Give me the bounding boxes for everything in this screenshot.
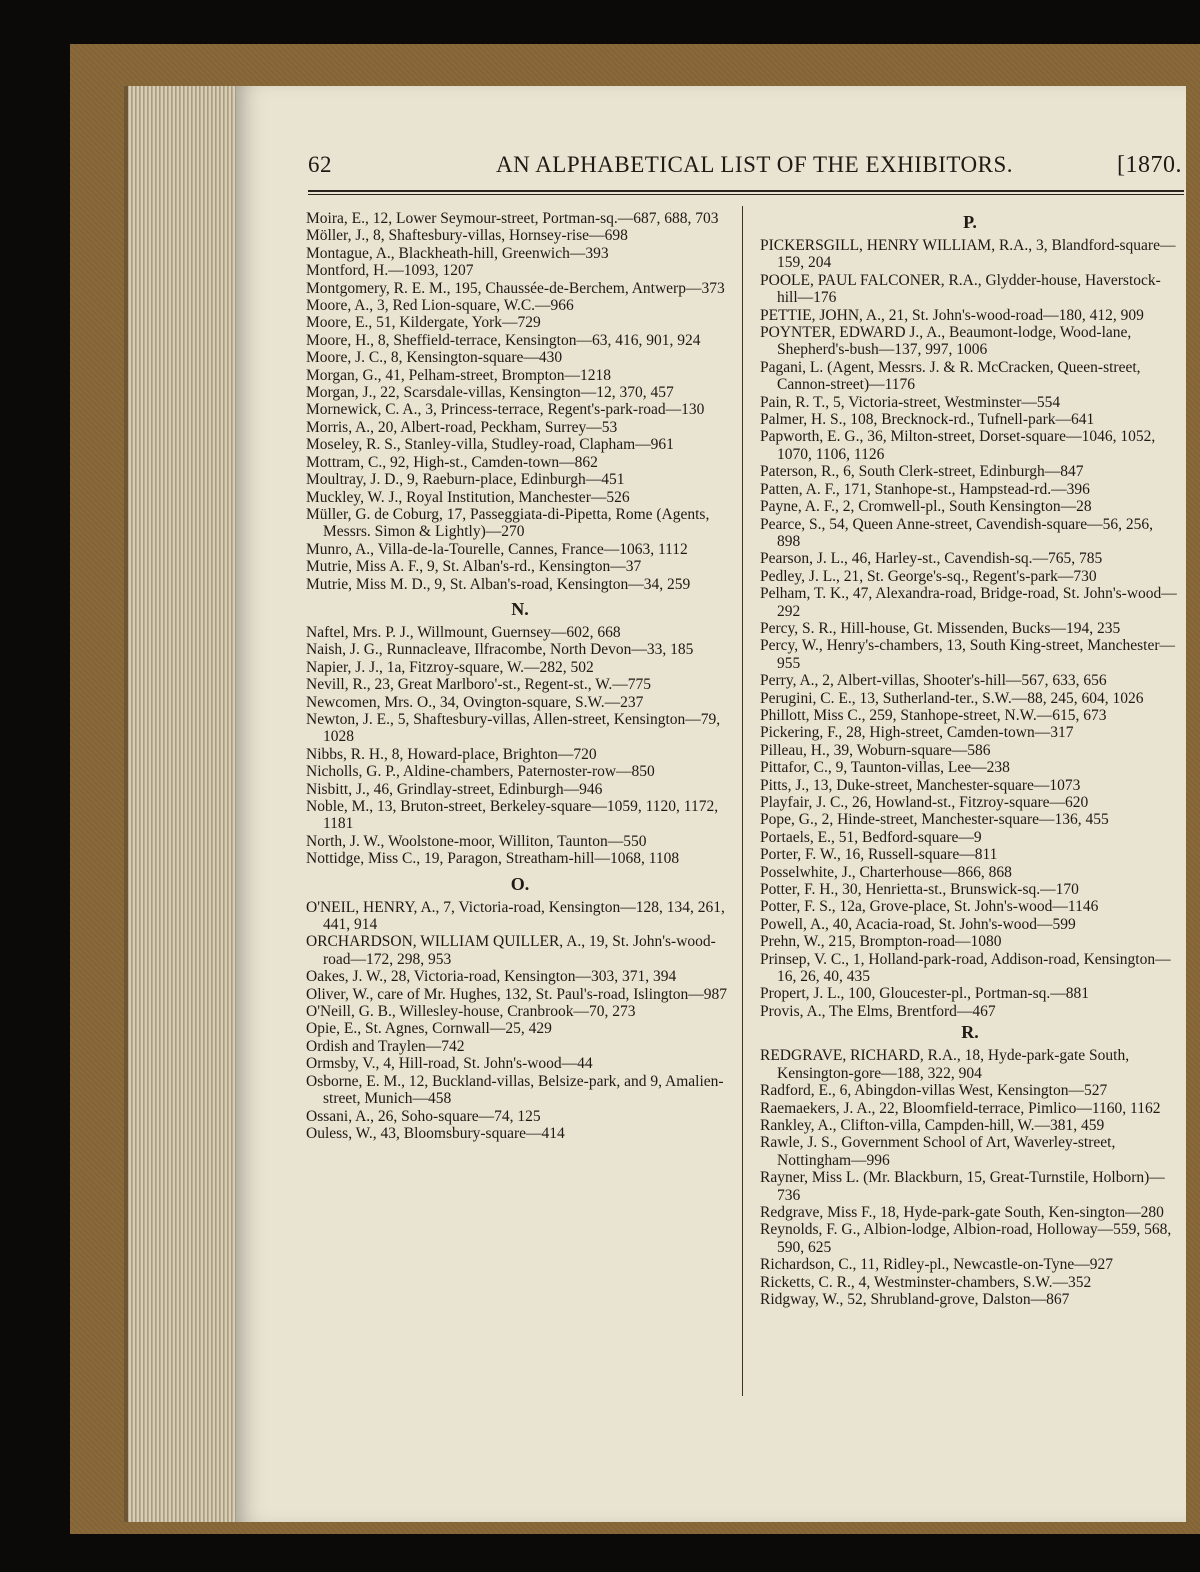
exhibitor-entry: Newton, J. E., 5, Shaftesbury-villas, Allen-street, Kensington—79, 1028 bbox=[306, 710, 721, 746]
exhibitor-entry: Nicholls, G. P., Aldine-chambers, Paternoster-row—850 bbox=[306, 763, 655, 781]
exhibitor-entry: Raemaekers, J. A., 22, Bloomfield-terrace, Pimlico—1160, 1162 bbox=[760, 1099, 1161, 1117]
page-title: AN ALPHABETICAL LIST OF THE EXHIBITORS. bbox=[496, 152, 1013, 177]
exhibitor-entry: Powell, A., 40, Acacia-road, St. John's-wood—599 bbox=[760, 915, 1076, 933]
exhibitor-entry: Ricketts, C. R., 4, Westminster-chambers, S.W.—352 bbox=[760, 1273, 1092, 1291]
exhibitor-entry: Montague, A., Blackheath-hill, Greenwich—393 bbox=[306, 244, 609, 262]
exhibitor-entry: Mottram, C., 92, High-st., Camden-town—862 bbox=[306, 453, 598, 471]
exhibitor-entry: Moore, H., 8, Sheffield-terrace, Kensington—63, 416, 901, 924 bbox=[306, 331, 701, 349]
right-column bbox=[760, 210, 1180, 1308]
exhibitor-entry: Moira, E., 12, Lower Seymour-street, Portman-sq.—687, 688, 703 bbox=[306, 210, 719, 227]
exhibitor-entry: Rankley, A., Clifton-villa, Campden-hill, W.—381, 459 bbox=[760, 1116, 1105, 1134]
exhibitor-entry: Moore, J. C., 8, Kensington-square—430 bbox=[306, 349, 563, 367]
exhibitor-entry: Papworth, E. G., 36, Milton-street, Dorset-square—1046, 1052, 1070, 1106, 1126 bbox=[760, 428, 1156, 463]
exhibitor-entry: Phillott, Miss C., 259, Stanhope-street, N.W.—615, 673 bbox=[760, 706, 1107, 724]
exhibitor-entry: Napier, J. J., 1a, Fitzroy-square, W.—282, 502 bbox=[306, 658, 594, 676]
exhibitor-entry: POOLE, PAUL FALCONER, R.A., Glydder-house, Haverstock-hill—176 bbox=[760, 271, 1161, 307]
exhibitor-entry: Ouless, W., 43, Bloomsbury-square—414 bbox=[306, 1124, 565, 1142]
section-letter: R. bbox=[961, 1022, 979, 1043]
exhibitor-entry: Payne, A. F., 2, Cromwell-pl., South Kensington—28 bbox=[760, 498, 1092, 516]
page-edges bbox=[124, 86, 240, 1522]
exhibitor-entry: Moseley, R. S., Stanley-villa, Studley-road, Clapham—961 bbox=[306, 436, 674, 454]
exhibitor-entry: Ordish and Traylen—742 bbox=[306, 1037, 465, 1055]
exhibitor-entry: Morgan, G., 41, Pelham-street, Brompton—1218 bbox=[306, 366, 611, 384]
exhibitor-entry: O'Neill, G. B., Willesley-house, Cranbrook—70, 273 bbox=[306, 1003, 636, 1021]
exhibitor-entry: POYNTER, EDWARD J., A., Beaumont-lodge, Wood-lane, Shepherd's-bush—137, 997, 1006 bbox=[760, 324, 1132, 359]
exhibitor-entry: Percy, S. R., Hill-house, Gt. Missenden, Bucks—194, 235 bbox=[760, 619, 1121, 637]
exhibitor-entry: Nibbs, R. H., 8, Howard-place, Brighton—720 bbox=[306, 745, 597, 763]
exhibitor-entry: Opie, E., St. Agnes, Cornwall—25, 429 bbox=[306, 1020, 552, 1038]
exhibitor-entry: Nevill, R., 23, Great Marlboro'-st., Regent-st., W.—775 bbox=[306, 676, 652, 694]
exhibitor-entry: Moultray, J. D., 9, Raeburn-place, Edinburgh—451 bbox=[306, 471, 625, 489]
exhibitor-entry: PICKERSGILL, HENRY WILLIAM, R.A., 3, Blandford-square—159, 204 bbox=[760, 237, 1176, 272]
exhibitor-entry: Möller, J., 8, Shaftesbury-villas, Hornsey-rise—698 bbox=[306, 227, 628, 245]
exhibitor-entry: Potter, F. S., 12a, Grove-place, St. John's-wood—1146 bbox=[760, 898, 1099, 916]
exhibitor-entry: Pain, R. T., 5, Victoria-street, Westminster—554 bbox=[760, 393, 1061, 411]
exhibitor-entry: Naish, J. G., Runnacleave, Ilfracombe, North Devon—33, 185 bbox=[306, 641, 694, 659]
exhibitor-entry: Montford, H.—1093, 1207 bbox=[306, 262, 474, 280]
exhibitor-entry: Pelham, T. K., 47, Alexandra-road, Bridge-road, St. John's-wood—292 bbox=[760, 585, 1177, 620]
exhibitor-entry: Playfair, J. C., 26, Howland-st., Fitzroy-square—620 bbox=[760, 794, 1089, 811]
exhibitor-entry: Muckley, W. J., Royal Institution, Manchester—526 bbox=[306, 488, 630, 506]
exhibitor-entry: Rawle, J. S., Government School of Art, Waverley-street, Nottingham—996 bbox=[760, 1134, 1116, 1169]
exhibitor-entry: Mornewick, C. A., 3, Princess-terrace, Regent's-park-road—130 bbox=[306, 401, 705, 419]
exhibitor-entry: Oakes, J. W., 28, Victoria-road, Kensington—303, 371, 394 bbox=[306, 968, 677, 986]
exhibitor-entry: Percy, W., Henry's-chambers, 13, South King-street, Manchester—955 bbox=[760, 637, 1176, 672]
exhibitor-entry: Pilleau, H., 39, Woburn-square—586 bbox=[760, 741, 991, 759]
exhibitor-entry: Reynolds, F. G., Albion-lodge, Albion-road, Holloway—559, 568, 590, 625 bbox=[760, 1221, 1172, 1256]
exhibitor-entry: Prehn, W., 215, Brompton-road—1080 bbox=[760, 933, 1002, 951]
exhibitor-entry: Pearce, S., 54, Queen Anne-street, Cavendish-square—56, 256, 898 bbox=[760, 515, 1153, 550]
page-number: 62 bbox=[308, 152, 332, 177]
exhibitor-entry: Provis, A., The Elms, Brentford—467 bbox=[760, 1002, 996, 1020]
exhibitor-entry: Ossani, A., 26, Soho-square—74, 125 bbox=[306, 1107, 541, 1125]
exhibitor-entry: O'NEIL, HENRY, A., 7, Victoria-road, Kensington—128, 134, 261, 441, 914 bbox=[306, 898, 725, 934]
exhibitor-entry: Posselwhite, J., Charterhouse—866, 868 bbox=[760, 863, 1012, 881]
header-rule-thin bbox=[308, 194, 1184, 195]
exhibitor-entry: Mutrie, Miss M. D., 9, St. Alban's-road, Kensington—34, 259 bbox=[306, 575, 691, 593]
exhibitor-entry: Paterson, R., 6, South Clerk-street, Edinburgh—847 bbox=[760, 463, 1084, 481]
exhibitor-entry: Osborne, E. M., 12, Buckland-villas, Belsize-park, and 9, Amalien-street, Munich—458 bbox=[306, 1072, 724, 1108]
exhibitor-entry: PETTIE, JOHN, A., 21, St. John's-wood-road—180, 412, 909 bbox=[760, 306, 1144, 324]
exhibitor-entry: Portaels, E., 51, Bedford-square—9 bbox=[760, 828, 982, 846]
exhibitor-entry: Propert, J. L., 100, Gloucester-pl., Portman-sq.—881 bbox=[760, 985, 1090, 1003]
left-column bbox=[306, 210, 734, 1142]
exhibitor-entry: Müller, G. de Coburg, 17, Passeggiata-di-Pipetta, Rome (Agents, Messrs. Simon & Lightly)—270 bbox=[306, 505, 710, 541]
exhibitor-entry: Pedley, J. L., 21, St. George's-sq., Regent's-park—730 bbox=[760, 567, 1097, 585]
exhibitor-entry: Richardson, C., 11, Ridley-pl., Newcastle-on-Tyne—927 bbox=[760, 1256, 1114, 1274]
book-page bbox=[236, 86, 1186, 1522]
section-letter: N. bbox=[511, 598, 529, 619]
exhibitor-entry: Moore, A., 3, Red Lion-square, W.C.—966 bbox=[306, 297, 574, 315]
exhibitor-entry: Pearson, J. L., 46, Harley-st., Cavendish-sq.—765, 785 bbox=[760, 550, 1103, 568]
exhibitor-entry: Moore, E., 51, Kildergate, York—729 bbox=[306, 314, 541, 332]
exhibitor-entry: Pittafor, C., 9, Taunton-villas, Lee—238 bbox=[760, 759, 1010, 777]
exhibitor-entry: Munro, A., Villa-de-la-Tourelle, Cannes, France—1063, 1112 bbox=[306, 540, 688, 558]
exhibitor-entry: Mutrie, Miss A. F., 9, St. Alban's-rd., Kensington—37 bbox=[306, 558, 642, 576]
exhibitor-entry: Rayner, Miss L. (Mr. Blackburn, 15, Great-Turnstile, Holborn)—736 bbox=[760, 1169, 1165, 1204]
running-header bbox=[308, 152, 1184, 192]
exhibitor-entry: Ridgway, W., 52, Shrubland-grove, Dalston—867 bbox=[760, 1290, 1070, 1308]
exhibitor-entry: Nisbitt, J., 46, Grindlay-street, Edinburgh—946 bbox=[306, 780, 603, 798]
exhibitor-entry: Naftel, Mrs. P. J., Willmount, Guernsey—602, 668 bbox=[306, 623, 621, 641]
section-letter: O. bbox=[510, 873, 530, 894]
exhibitor-entry: Patten, A. F., 171, Stanhope-st., Hampstead-rd.—396 bbox=[760, 480, 1090, 498]
exhibitor-entry: Ormsby, V., 4, Hill-road, St. John's-wood—44 bbox=[306, 1055, 593, 1073]
exhibitor-entry: Prinsep, V. C., 1, Holland-park-road, Addison-road, Kensington—16, 26, 40, 435 bbox=[760, 950, 1171, 986]
exhibitor-entry: Palmer, H. S., 108, Brecknock-rd., Tufnell-park—641 bbox=[760, 411, 1095, 429]
exhibitor-entry: Morgan, J., 22, Scarsdale-villas, Kensington—12, 370, 457 bbox=[306, 384, 674, 402]
year-marker: [1870. bbox=[1117, 152, 1182, 178]
exhibitor-entry: Perry, A., 2, Albert-villas, Shooter's-hill—567, 633, 656 bbox=[760, 672, 1107, 690]
exhibitor-entry: Pope, G., 2, Hinde-street, Manchester-square—136, 455 bbox=[760, 811, 1109, 829]
exhibitor-entry: Porter, F. W., 16, Russell-square—811 bbox=[760, 846, 998, 864]
exhibitor-entry: ORCHARDSON, WILLIAM QUILLER, A., 19, St. John's-wood-road—172, 298, 953 bbox=[306, 933, 716, 968]
exhibitor-entry: Montgomery, R. E. M., 195, Chaussée-de-Berchem, Antwerp—373 bbox=[306, 279, 725, 297]
exhibitor-entry: Redgrave, Miss F., 18, Hyde-park-gate South, Ken-sington—280 bbox=[760, 1203, 1164, 1221]
exhibitor-entry: Radford, E., 6, Abingdon-villas West, Kensington—527 bbox=[760, 1082, 1108, 1100]
section-letter: P. bbox=[963, 212, 977, 232]
exhibitor-entry: Pitts, J., 13, Duke-street, Manchester-square—1073 bbox=[760, 776, 1081, 794]
exhibitor-entry: Pickering, F., 28, High-street, Camden-town—317 bbox=[760, 724, 1074, 742]
exhibitor-entry: Pagani, L. (Agent, Messrs. J. & R. McCracken, Queen-street, Cannon-street)—1176 bbox=[760, 358, 1141, 394]
exhibitor-entry: Nottidge, Miss C., 19, Paragon, Streatham-hill—1068, 1108 bbox=[306, 850, 680, 868]
exhibitor-entry: North, J. W., Woolstone-moor, Williton, Taunton—550 bbox=[306, 832, 647, 850]
exhibitor-entry: Noble, M., 13, Bruton-street, Berkeley-square—1059, 1120, 1172, 1181 bbox=[306, 798, 719, 833]
column-divider bbox=[742, 206, 743, 1396]
exhibitor-entry: Newcomen, Mrs. O., 34, Ovington-square, S.W.—237 bbox=[306, 693, 644, 711]
exhibitor-entry: Perugini, C. E., 13, Sutherland-ter., S.W.—88, 245, 604, 1026 bbox=[760, 689, 1144, 707]
exhibitor-entry: Potter, F. H., 30, Henrietta-st., Brunswick-sq.—170 bbox=[760, 881, 1079, 899]
exhibitor-entry: Morris, A., 20, Albert-road, Peckham, Surrey—53 bbox=[306, 418, 618, 436]
exhibitor-entry: REDGRAVE, RICHARD, R.A., 18, Hyde-park-gate South, Kensington-gore—188, 322, 904 bbox=[760, 1047, 1130, 1082]
exhibitor-entry: Oliver, W., care of Mr. Hughes, 132, St. Paul's-road, Islington—987 bbox=[306, 985, 728, 1003]
header-rule bbox=[308, 190, 1184, 192]
